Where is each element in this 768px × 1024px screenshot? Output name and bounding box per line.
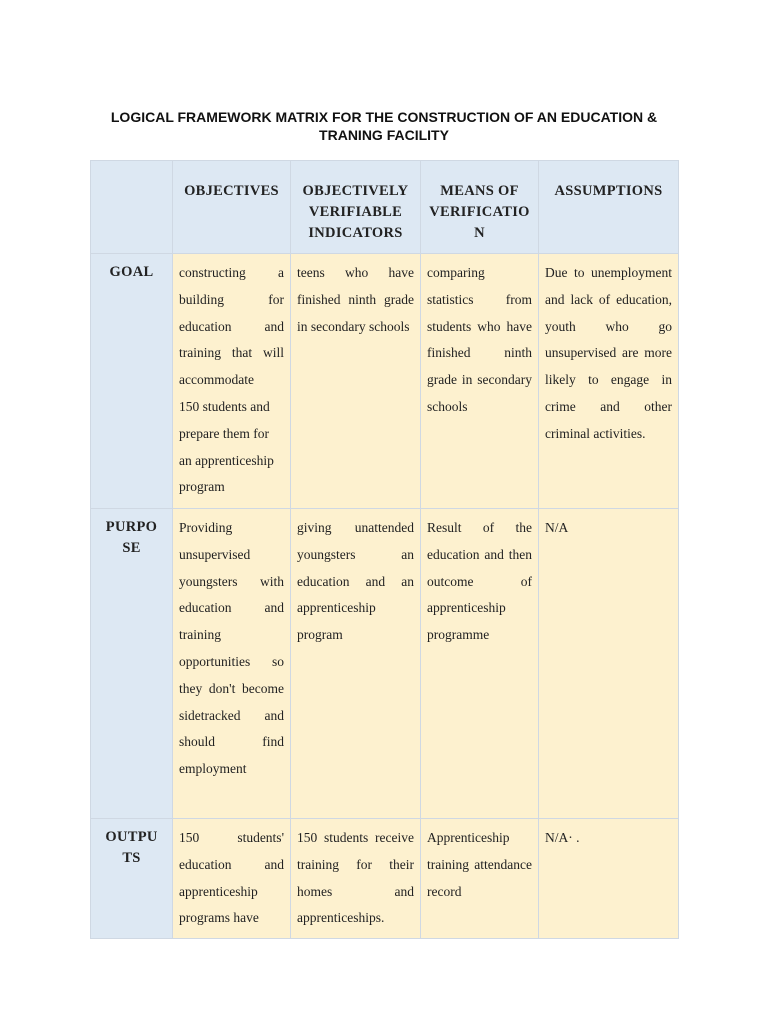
header-objectives: OBJECTIVES xyxy=(173,161,291,254)
header-means: MEANS OF VERIFICATIO N xyxy=(421,161,539,254)
logframe-table xyxy=(90,160,679,939)
outputs-assumptions-cell: N/A· . xyxy=(539,819,679,939)
header-assumptions: ASSUMPTIONS xyxy=(539,161,679,254)
outputs-means-cell: Apprenticeship training attendance record xyxy=(421,819,539,939)
header-corner xyxy=(91,161,173,254)
purpose-indicators-cell: giving unattended youngsters an education and an apprenticeship program xyxy=(291,509,421,819)
goal-objectives-text-2: 150 students and prepare them for an apprenticeship program xyxy=(179,398,274,495)
outputs-indicators-cell: 150 students receive training for their homes and apprenticeships. xyxy=(291,819,421,939)
goal-assumptions-cell: Due to unemployment and lack of education, youth who go unsupervised are more likely to engage in crime and other criminal activities. xyxy=(539,254,679,509)
table-row-goal xyxy=(91,254,679,509)
row-label-outputs: OUTPU TS xyxy=(91,819,173,939)
row-label-goal: GOAL xyxy=(91,254,173,509)
goal-indicators-cell: teens who have finished ninth grade in secondary schools xyxy=(291,254,421,509)
purpose-objectives-cell: Providing unsupervised youngsters with education and training opportunities so they don't become sidetracked and should find employment xyxy=(173,509,291,819)
row-label-purpose: PURPO SE xyxy=(91,509,173,819)
document-title xyxy=(90,108,678,144)
purpose-means-cell: Result of the education and then outcome of apprenticeship programme xyxy=(421,509,539,819)
goal-objectives-cell xyxy=(173,254,291,509)
goal-means-cell: comparing statistics from students who have finished ninth grade in secondary schools xyxy=(421,254,539,509)
purpose-assumptions-cell: N/A xyxy=(539,509,679,819)
header-indicators: OBJECTIVELY VERIFIABLE INDICATORS xyxy=(291,161,421,254)
title-line-1: LOGICAL FRAMEWORK MATRIX FOR THE CONSTRUCTION OF AN EDUCATION & xyxy=(110,109,658,125)
title-line-2: TRANING FACILITY xyxy=(319,127,449,143)
outputs-objectives-cell: 150 students' education and apprenticeship programs have xyxy=(173,819,291,939)
header-row xyxy=(91,161,679,254)
table-row-outputs xyxy=(91,819,679,939)
goal-objectives-text: constructing a building for education and training that will accommodate xyxy=(179,265,284,388)
table-row-purpose xyxy=(91,509,679,819)
